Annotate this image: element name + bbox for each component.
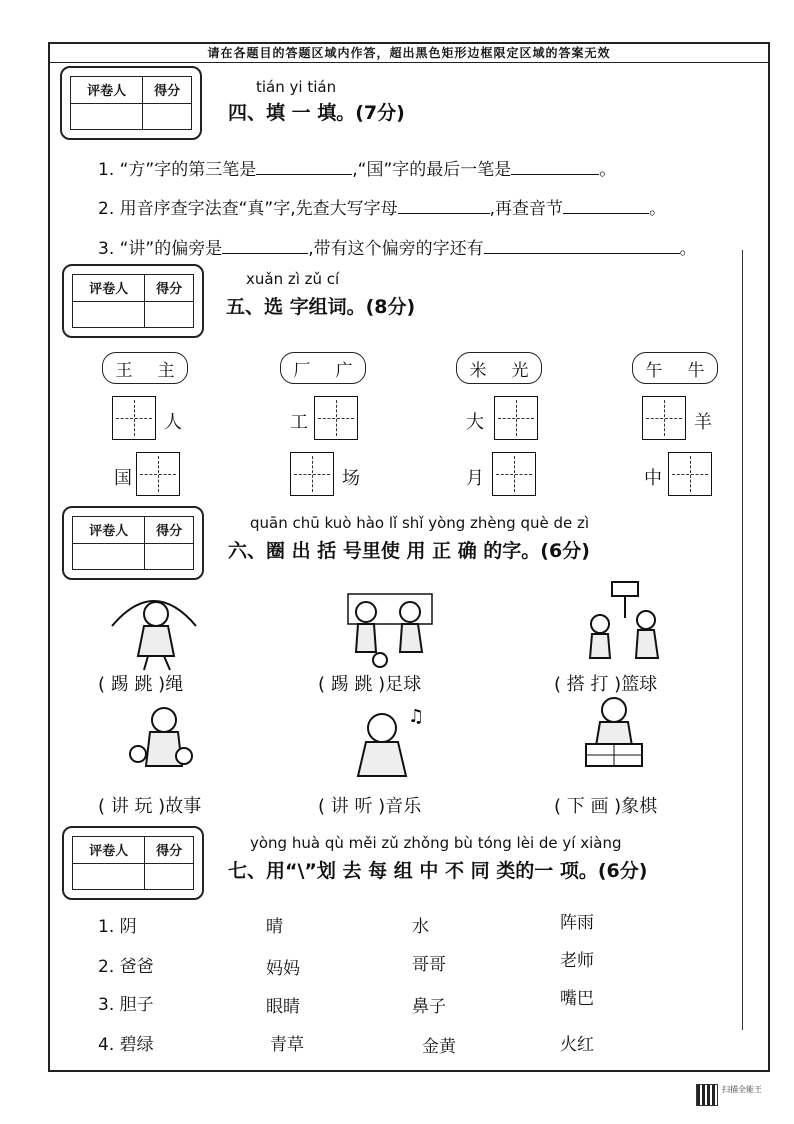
choice-options[interactable]: ( 下 画 ) bbox=[554, 796, 622, 817]
section5-title: 五、选 字组词。(8分) bbox=[226, 296, 416, 318]
char-pair-2 bbox=[280, 352, 366, 384]
score-box-score-label: 得分 bbox=[145, 837, 194, 864]
word-char: 大 bbox=[466, 412, 484, 433]
right-margin-line bbox=[742, 250, 743, 1030]
choice-item-4[interactable] bbox=[98, 792, 201, 818]
writing-grid[interactable] bbox=[136, 452, 180, 496]
scanner-logo: 扫描全能王 bbox=[722, 1085, 762, 1094]
group3-item[interactable]: 3. 胆子 bbox=[98, 995, 154, 1015]
score-box-grader-label: 评卷人 bbox=[71, 77, 143, 104]
score-box-grader-label: 评卷人 bbox=[73, 517, 145, 544]
section5-pinyin: xuǎn zì zǔ cí bbox=[246, 270, 340, 288]
section4-pinyin: tián yi tián bbox=[256, 78, 337, 96]
q1-blank-2[interactable] bbox=[511, 174, 599, 175]
group1-item[interactable]: 阵雨 bbox=[560, 913, 594, 933]
q2-blank-2[interactable] bbox=[563, 213, 649, 214]
score-cell[interactable] bbox=[145, 863, 194, 890]
section4-q1 bbox=[98, 155, 616, 180]
choice-options[interactable]: ( 搭 打 ) bbox=[554, 674, 622, 695]
group3-item[interactable]: 鼻子 bbox=[412, 997, 446, 1017]
q1-blank-1[interactable] bbox=[256, 174, 352, 175]
pair-char: 主 bbox=[157, 360, 175, 381]
char-pair-3 bbox=[456, 352, 542, 384]
svg-text:♫: ♫ bbox=[408, 706, 425, 727]
chess-picture bbox=[576, 694, 652, 780]
choice-word: 音乐 bbox=[385, 796, 422, 817]
q3-end: 。 bbox=[679, 239, 697, 259]
writing-grid[interactable] bbox=[668, 452, 712, 496]
choice-word: 绳 bbox=[165, 674, 184, 695]
q3-text-b: ,带有这个偏旁的字还有 bbox=[308, 239, 484, 259]
score-box-score-label: 得分 bbox=[145, 275, 194, 302]
basketball-picture bbox=[578, 578, 668, 672]
grader-cell[interactable] bbox=[71, 103, 143, 130]
choice-word: 故事 bbox=[165, 796, 202, 817]
group2-item[interactable]: 妈妈 bbox=[266, 959, 300, 979]
q1-text-b: ,“国”字的最后一笔是 bbox=[352, 160, 512, 180]
choice-item-2[interactable] bbox=[318, 670, 421, 696]
section4-q3 bbox=[98, 234, 697, 259]
group1-item[interactable]: 1. 阴 bbox=[98, 917, 137, 937]
score-box-4 bbox=[60, 66, 202, 140]
group4-item[interactable]: 金黄 bbox=[422, 1037, 456, 1057]
grader-cell[interactable] bbox=[73, 543, 145, 570]
score-box-5 bbox=[62, 264, 204, 338]
jump-rope-picture bbox=[104, 586, 204, 672]
word-char: 羊 bbox=[694, 412, 712, 433]
group4-item[interactable]: 火红 bbox=[560, 1035, 594, 1055]
section6-pinyin: quān chū kuò hào lǐ shǐ yòng zhèng què de zì bbox=[250, 514, 590, 532]
header-note: 请在各题目的答题区域内作答，超出黑色矩形边框限定区域的答案无效 bbox=[207, 46, 611, 60]
section6-title: 六、圈 出 括 号里使 用 正 确 的字。(6分) bbox=[228, 540, 590, 562]
choice-item-1[interactable] bbox=[98, 670, 183, 696]
section4-title: 四、填 一 填。(7分) bbox=[228, 102, 405, 124]
choice-item-3[interactable] bbox=[554, 670, 657, 696]
choice-word: 象棋 bbox=[621, 796, 658, 817]
group2-item[interactable]: 哥哥 bbox=[412, 955, 446, 975]
music-picture bbox=[346, 702, 436, 782]
qr-code-icon bbox=[696, 1084, 718, 1106]
char-pair-4 bbox=[632, 352, 718, 384]
choice-options[interactable]: ( 踢 跳 ) bbox=[98, 674, 166, 695]
group3-item[interactable]: 嘴巴 bbox=[560, 989, 594, 1009]
word-char: 中 bbox=[644, 468, 662, 489]
writing-grid[interactable] bbox=[290, 452, 334, 496]
choice-options[interactable]: ( 讲 听 ) bbox=[318, 796, 386, 817]
pair-char: 王 bbox=[115, 360, 133, 381]
choice-word: 足球 bbox=[385, 674, 422, 695]
writing-grid[interactable] bbox=[642, 396, 686, 440]
score-cell[interactable] bbox=[145, 301, 194, 328]
choice-options[interactable]: ( 讲 玩 ) bbox=[98, 796, 166, 817]
soccer-picture bbox=[330, 586, 440, 672]
q3-blank-2[interactable] bbox=[484, 253, 680, 254]
word-char: 人 bbox=[164, 412, 182, 433]
pair-char: 光 bbox=[511, 360, 529, 381]
story-picture bbox=[124, 704, 200, 784]
score-cell[interactable] bbox=[145, 543, 194, 570]
word-char: 国 bbox=[114, 468, 132, 489]
score-box-score-label: 得分 bbox=[145, 517, 194, 544]
writing-grid[interactable] bbox=[314, 396, 358, 440]
q3-blank-1[interactable] bbox=[222, 253, 308, 254]
group3-item[interactable]: 眼睛 bbox=[266, 997, 300, 1017]
pair-char: 牛 bbox=[687, 360, 705, 381]
score-box-7 bbox=[62, 826, 204, 900]
q3-text-a: 3. “讲”的偏旁是 bbox=[98, 239, 223, 259]
q1-text-a: 1. “方”字的第三笔是 bbox=[98, 160, 257, 180]
group1-item[interactable]: 水 bbox=[412, 917, 429, 937]
header-divider bbox=[48, 62, 770, 63]
grader-cell[interactable] bbox=[73, 301, 145, 328]
score-box-grader-label: 评卷人 bbox=[73, 837, 145, 864]
score-box-score-label: 得分 bbox=[143, 77, 192, 104]
section7-title: 七、用“\”划 去 每 组 中 不 同 类的一 项。(6分) bbox=[228, 860, 648, 882]
score-cell[interactable] bbox=[143, 103, 192, 130]
grader-cell[interactable] bbox=[73, 863, 145, 890]
word-char: 月 bbox=[466, 468, 484, 489]
pair-char: 广 bbox=[335, 360, 353, 381]
pair-char: 米 bbox=[469, 360, 487, 381]
q1-end: 。 bbox=[599, 160, 617, 180]
word-char: 场 bbox=[342, 468, 360, 489]
writing-grid[interactable] bbox=[492, 452, 536, 496]
q2-end: 。 bbox=[649, 199, 667, 219]
q2-text-b: ,再查音节 bbox=[489, 199, 564, 219]
section7-pinyin: yòng huà qù měi zǔ zhǒng bù tóng lèi de yí xiàng bbox=[250, 834, 622, 852]
choice-item-6[interactable] bbox=[554, 792, 657, 818]
choice-options[interactable]: ( 踢 跳 ) bbox=[318, 674, 386, 695]
pair-char: 厂 bbox=[293, 360, 311, 381]
q2-text-a: 2. 用音序查字法查“真”字,先查大写字母 bbox=[98, 199, 398, 219]
pair-char: 午 bbox=[645, 360, 663, 381]
section4-q2 bbox=[98, 194, 666, 219]
choice-word: 篮球 bbox=[621, 674, 658, 695]
writing-grid[interactable] bbox=[494, 396, 538, 440]
group2-item[interactable]: 老师 bbox=[560, 951, 594, 971]
choice-item-5[interactable] bbox=[318, 792, 421, 818]
score-box-grader-label: 评卷人 bbox=[73, 275, 145, 302]
char-pair-1 bbox=[102, 352, 188, 384]
group1-item[interactable]: 晴 bbox=[266, 917, 283, 937]
group2-item[interactable]: 2. 爸爸 bbox=[98, 957, 154, 977]
q2-blank-1[interactable] bbox=[398, 213, 490, 214]
score-box-6 bbox=[62, 506, 204, 580]
group4-item[interactable]: 青草 bbox=[270, 1035, 304, 1055]
group4-item[interactable]: 4. 碧绿 bbox=[98, 1035, 154, 1055]
writing-grid[interactable] bbox=[112, 396, 156, 440]
word-char: 工 bbox=[290, 412, 308, 433]
